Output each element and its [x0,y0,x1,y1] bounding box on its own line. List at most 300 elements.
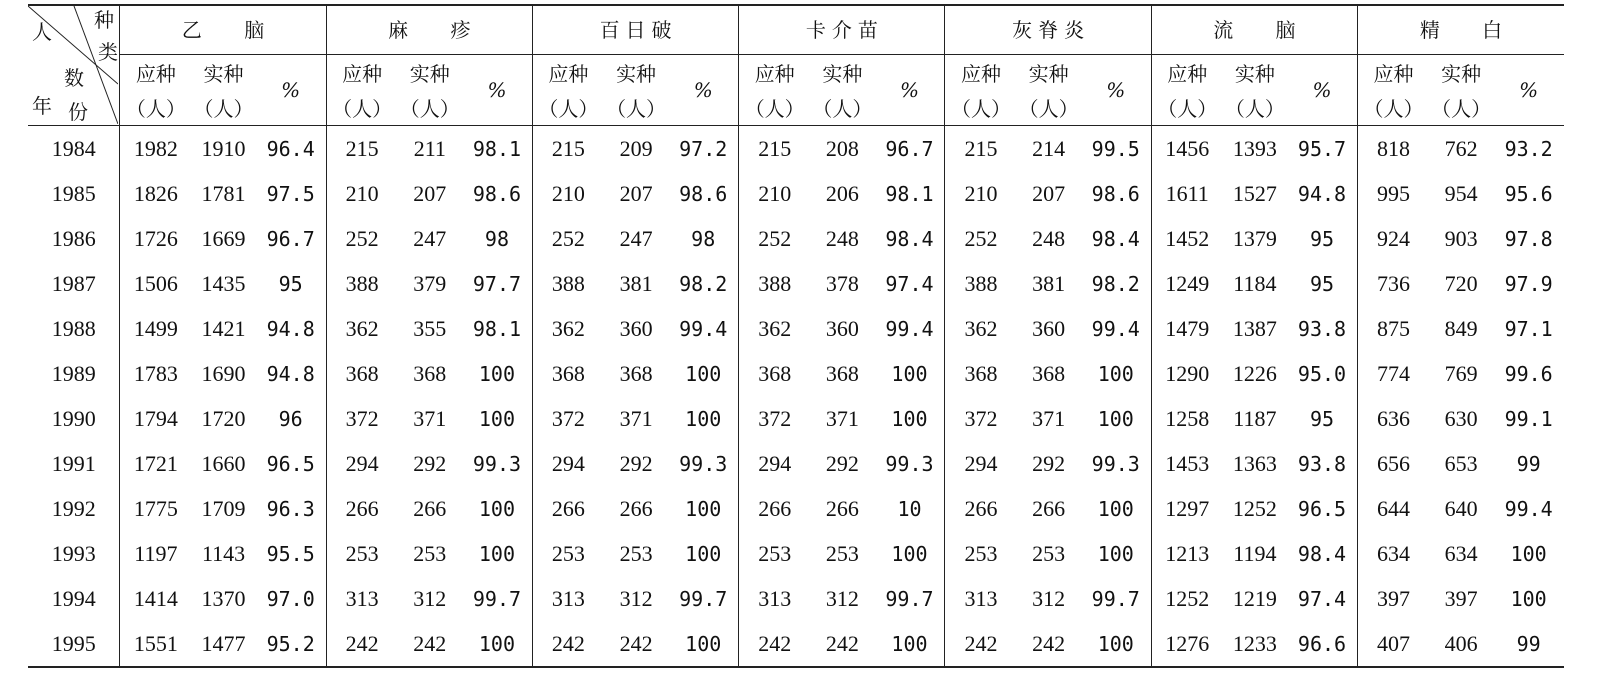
cell-actual: 397 [1444,585,1478,611]
cell-required: 368 [739,351,810,396]
cell-percent: 98.1 [472,136,522,161]
vaccine-header-meningitis: 流 脑 [1151,5,1357,55]
table-row [28,261,1564,306]
cell-required: 215 [326,126,397,172]
year-cell: 1988 [28,306,120,351]
cell-required: 388 [739,261,810,306]
cell-percent: 93.8 [1297,451,1347,476]
cell-actual: 1477 [201,630,246,656]
year-cell: 1984 [28,126,120,172]
subheader-actual: 实种 [616,62,657,86]
cell-actual: 242 [619,630,653,656]
cell-actual: 292 [619,450,653,476]
cell-required: 215 [945,126,1016,172]
cell-percent: 96.3 [266,496,315,521]
corner-label-people: 人 [32,20,52,44]
cell-percent: 98 [484,226,509,251]
cell-required: 1297 [1151,486,1222,531]
cell-percent: 97.8 [1504,226,1553,251]
cell-required: 313 [532,576,603,621]
cell-required: 252 [739,216,810,261]
cell-percent: 98.6 [1091,181,1140,206]
cell-percent: 99.3 [679,451,728,476]
vaccine-header-bcg: 卡介苗 [739,5,945,55]
cell-actual: 368 [1032,360,1066,386]
cell-percent: 100 [891,406,928,431]
cell-actual: 355 [413,315,447,341]
cell-percent: 96.6 [1297,631,1347,656]
subheader-required: 应种 [326,55,397,94]
subheader-unit: （人） [326,93,397,126]
cell-actual: 1184 [1233,270,1277,296]
cell-percent: 94.8 [1297,181,1347,206]
cell-required: 372 [326,396,397,441]
cell-actual: 247 [619,225,653,251]
cell-actual: 1910 [201,135,246,161]
subheader-unit: （人） [1429,93,1493,126]
cell-percent: 99.4 [885,316,934,341]
cell-required: 372 [945,396,1016,441]
cell-actual: 406 [1444,630,1478,656]
cell-actual: 1435 [201,270,246,296]
cell-required: 1721 [133,450,178,476]
cell-actual: 242 [825,630,859,656]
year-cell: 1992 [28,486,120,531]
table-row [28,396,1564,441]
cell-actual: 1527 [1232,180,1277,206]
cell-required: 210 [326,171,397,216]
cell-actual: 371 [413,405,447,431]
corner-label-type-1: 种 [94,8,114,32]
table-row [28,621,1564,667]
cell-percent: 100 [1097,406,1134,431]
cell-percent: 100 [685,406,722,431]
cell-percent: 100 [478,541,516,566]
cell-actual: 360 [619,315,653,341]
cell-actual: 1393 [1232,135,1277,161]
cell-percent: 97.1 [1504,316,1553,341]
year-cell: 1987 [28,261,120,306]
cell-percent: 100 [685,496,722,521]
cell-actual: 1226 [1232,360,1277,386]
cell-percent: 99.4 [1091,316,1140,341]
cell-required: 1453 [1151,441,1222,486]
cell-percent: 96.7 [266,226,315,251]
cell-required: 1826 [133,180,178,206]
cell-percent: 100 [1097,631,1134,656]
cell-actual: 634 [1444,540,1478,566]
cell-required: 1452 [1151,216,1222,261]
cell-actual: 1194 [1233,540,1277,566]
table-row [28,486,1564,531]
year-cell: 1991 [28,441,120,486]
year-cell: 1990 [28,396,120,441]
table-row [28,441,1564,486]
cell-required: 368 [532,351,603,396]
subheader-unit: （人） [1223,93,1287,126]
cell-required: 924 [1358,216,1429,261]
cell-percent: 97.2 [679,136,728,161]
cell-required: 636 [1358,396,1429,441]
cell-required: 266 [326,486,397,531]
corner-header [28,5,120,126]
cell-actual: 1379 [1232,225,1277,251]
cell-percent: 96.5 [266,451,315,476]
table-row [28,531,1564,576]
cell-actual: 253 [1032,540,1066,566]
cell-percent: 96.7 [885,136,934,161]
cell-percent: 95.0 [1297,361,1347,386]
cell-percent: 93.8 [1297,316,1347,341]
subheader-actual: 实种 [409,62,450,86]
cell-percent: 98 [691,226,716,251]
cell-required: 995 [1358,171,1429,216]
cell-percent: 100 [1097,541,1134,566]
subheader-unit: （人） [810,93,874,126]
subheader-percent: % [256,55,326,126]
cell-actual: 1690 [201,360,246,386]
cell-actual: 208 [825,135,859,161]
cell-actual: 1143 [201,540,246,566]
cell-actual: 1669 [201,225,246,251]
cell-required: 253 [532,531,603,576]
cell-required: 1726 [133,225,178,251]
vaccine-header-measles: 麻 疹 [326,5,532,55]
cell-percent: 95.7 [1297,136,1347,161]
cell-required: 1479 [1151,306,1222,351]
cell-required: 210 [739,171,810,216]
cell-actual: 1219 [1232,585,1277,611]
cell-actual: 1660 [201,450,246,476]
cell-percent: 95 [1309,226,1335,251]
subheader-actual: 实种 [822,62,863,86]
cell-required: 1551 [133,630,178,656]
cell-required: 388 [945,261,1016,306]
cell-actual: 253 [413,540,447,566]
cell-required: 1794 [133,405,178,431]
subheader-unit: （人） [945,93,1016,126]
cell-percent: 98.1 [885,181,934,206]
cell-percent: 98.6 [472,181,522,206]
cell-percent: 100 [891,631,928,656]
subheader-percent: % [668,55,738,126]
cell-required: 362 [532,306,603,351]
cell-required: 1249 [1151,261,1222,306]
cell-required: 875 [1358,306,1429,351]
corner-label-type-2: 类 [98,40,118,64]
cell-percent: 100 [891,541,928,566]
cell-actual: 1370 [201,585,246,611]
cell-actual: 903 [1444,225,1478,251]
cell-actual: 360 [825,315,859,341]
cell-required: 242 [945,621,1016,667]
cell-percent: 96.5 [1297,496,1347,521]
cell-actual: 1233 [1232,630,1277,656]
table-row [28,351,1564,396]
cell-required: 252 [326,216,397,261]
cell-percent: 99.6 [1504,361,1553,386]
cell-required: 1252 [1151,576,1222,621]
cell-percent: 99.3 [885,451,934,476]
table-row [28,126,1564,172]
cell-percent: 100 [685,631,722,656]
cell-actual: 360 [1032,315,1066,341]
cell-actual: 368 [619,360,653,386]
cell-required: 242 [739,621,810,667]
cell-actual: 292 [1032,450,1066,476]
cell-percent: 98.1 [472,316,522,341]
cell-required: 407 [1358,621,1429,667]
subheader-unit: （人） [398,93,462,126]
cell-actual: 206 [825,180,859,206]
cell-percent: 99.7 [1091,586,1140,611]
cell-percent: 95 [1309,271,1335,296]
vaccine-header-jev: 乙 脑 [120,5,326,55]
cell-percent: 99.7 [679,586,728,611]
cell-actual: 379 [413,270,447,296]
cell-actual: 207 [619,180,653,206]
cell-actual: 211 [413,135,446,161]
cell-required: 266 [739,486,810,531]
cell-actual: 292 [825,450,859,476]
cell-percent: 100 [891,361,928,386]
cell-percent: 98.2 [679,271,728,296]
cell-actual: 214 [1032,135,1066,161]
subheader-required: 应种 [135,62,176,86]
cell-actual: 242 [413,630,447,656]
cell-required: 1611 [1151,171,1222,216]
cell-required: 1499 [133,315,178,341]
subheader-unit: （人） [604,93,668,126]
subheader-required: 应种 [945,55,1016,94]
cell-actual: 312 [413,585,447,611]
subheader-required: 应种 [739,55,810,94]
cell-required: 294 [326,441,397,486]
cell-percent: 100 [1510,541,1547,566]
subheader-required: 应种 [532,55,603,94]
cell-percent: 99 [1516,631,1541,656]
cell-actual: 371 [825,405,859,431]
year-cell: 1986 [28,216,120,261]
cell-required: 294 [532,441,603,486]
cell-actual: 266 [413,495,447,521]
cell-actual: 1781 [201,180,246,206]
cell-actual: 762 [1444,135,1478,161]
cell-percent: 95.6 [1504,181,1553,206]
cell-percent: 97.4 [1297,586,1347,611]
cell-required: 313 [739,576,810,621]
cell-percent: 95.5 [266,541,315,566]
cell-required: 644 [1358,486,1429,531]
subheader-percent: % [875,55,945,126]
subheader-unit: （人） [532,93,603,126]
cell-required: 1506 [133,270,178,296]
cell-required: 1783 [133,360,178,386]
cell-percent: 98.2 [1091,271,1140,296]
table-row [28,306,1564,351]
cell-required: 388 [532,261,603,306]
cell-required: 242 [532,621,603,667]
cell-required: 818 [1358,126,1429,172]
subheader-percent: % [1081,55,1151,126]
cell-percent: 10 [897,496,922,521]
cell-actual: 1387 [1232,315,1277,341]
cell-actual: 368 [413,360,447,386]
cell-percent: 100 [685,541,722,566]
cell-actual: 1709 [201,495,246,521]
cell-actual: 720 [1444,270,1478,296]
cell-percent: 97.0 [266,586,315,611]
subheader-unit: （人） [120,93,191,126]
cell-actual: 653 [1444,450,1478,476]
subheader-actual: 实种 [1234,62,1275,86]
subheader-actual: 实种 [1441,62,1482,86]
cell-percent: 95.2 [266,631,315,656]
cell-percent: 99.3 [1091,451,1140,476]
cell-percent: 96.4 [266,136,315,161]
cell-required: 372 [532,396,603,441]
subheader-unit: （人） [191,93,255,126]
cell-percent: 93.2 [1504,136,1553,161]
year-cell: 1995 [28,621,120,667]
cell-required: 210 [945,171,1016,216]
cell-required: 252 [945,216,1016,261]
cell-actual: 1252 [1232,495,1277,521]
cell-percent: 99.4 [1504,496,1553,521]
year-cell: 1985 [28,171,120,216]
cell-actual: 242 [1032,630,1066,656]
cell-required: 634 [1358,531,1429,576]
cell-percent: 94.8 [266,361,315,386]
cell-actual: 248 [825,225,859,251]
cell-percent: 97.5 [266,181,315,206]
subheader-percent: % [462,55,532,126]
subheader-actual: 实种 [203,62,244,86]
cell-actual: 266 [825,495,859,521]
cell-percent: 99.1 [1504,406,1553,431]
cell-required: 1290 [1151,351,1222,396]
cell-actual: 253 [619,540,653,566]
cell-actual: 1187 [1233,405,1277,431]
cell-actual: 312 [825,585,859,611]
cell-percent: 97.7 [472,271,522,296]
table-row [28,171,1564,216]
cell-required: 1414 [133,585,178,611]
cell-actual: 371 [619,405,653,431]
cell-actual: 266 [619,495,653,521]
subheader-required: 应种 [1358,55,1429,94]
cell-actual: 247 [413,225,447,251]
cell-actual: 1363 [1232,450,1277,476]
cell-required: 313 [945,576,1016,621]
vaccination-table-container [28,4,1564,668]
cell-actual: 368 [825,360,859,386]
year-cell: 1994 [28,576,120,621]
cell-actual: 630 [1444,405,1478,431]
cell-required: 368 [326,351,397,396]
cell-percent: 100 [478,496,516,521]
cell-actual: 207 [413,180,447,206]
cell-actual: 378 [825,270,859,296]
cell-required: 774 [1358,351,1429,396]
cell-percent: 98.4 [1091,226,1140,251]
subheader-actual: 实种 [1028,62,1069,86]
year-cell: 1989 [28,351,120,396]
subheader-percent: % [1287,55,1357,126]
cell-actual: 371 [1032,405,1066,431]
cell-required: 736 [1358,261,1429,306]
subheader-unit: （人） [1016,93,1080,126]
cell-actual: 266 [1032,495,1066,521]
vaccination-table [28,4,1564,668]
cell-required: 252 [532,216,603,261]
cell-required: 253 [326,531,397,576]
cell-percent: 100 [478,406,516,431]
cell-percent: 100 [1510,586,1547,611]
cell-percent: 99 [1516,451,1541,476]
cell-required: 372 [739,396,810,441]
subheader-unit: （人） [1358,93,1429,126]
cell-required: 215 [739,126,810,172]
cell-percent: 100 [478,361,516,386]
cell-required: 210 [532,171,603,216]
cell-percent: 97.9 [1504,271,1553,296]
cell-required: 242 [326,621,397,667]
cell-percent: 98.4 [1297,541,1347,566]
subheader-required: 应种 [1151,55,1222,94]
year-cell: 1993 [28,531,120,576]
cell-actual: 1720 [201,405,246,431]
cell-required: 368 [945,351,1016,396]
cell-percent: 100 [1097,361,1134,386]
cell-required: 1775 [133,495,178,521]
cell-required: 1197 [134,540,178,566]
corner-label-year: 年 [32,94,52,118]
subheader-percent: % [1493,55,1564,126]
cell-actual: 312 [619,585,653,611]
cell-required: 215 [532,126,603,172]
cell-percent: 99.4 [679,316,728,341]
corner-label-count: 数 [64,66,84,90]
cell-required: 656 [1358,441,1429,486]
cell-percent: 100 [685,361,722,386]
cell-required: 362 [326,306,397,351]
cell-required: 362 [739,306,810,351]
vaccine-header-dtp: 百日破 [532,5,738,55]
cell-actual: 381 [619,270,653,296]
cell-percent: 94.8 [266,316,315,341]
cell-percent: 99.3 [472,451,522,476]
cell-required: 362 [945,306,1016,351]
cell-required: 397 [1358,576,1429,621]
cell-percent: 96 [278,406,303,431]
cell-percent: 98.4 [885,226,934,251]
subheader-unit: （人） [1151,93,1222,126]
cell-actual: 209 [619,135,653,161]
cell-required: 1213 [1151,531,1222,576]
corner-label-portion: 份 [68,100,88,124]
cell-actual: 292 [413,450,447,476]
cell-required: 266 [532,486,603,531]
table-row [28,216,1564,261]
cell-required: 266 [945,486,1016,531]
cell-required: 388 [326,261,397,306]
cell-percent: 100 [478,631,516,656]
cell-actual: 849 [1444,315,1478,341]
cell-actual: 954 [1444,180,1478,206]
cell-percent: 98.6 [679,181,728,206]
cell-actual: 248 [1032,225,1066,251]
